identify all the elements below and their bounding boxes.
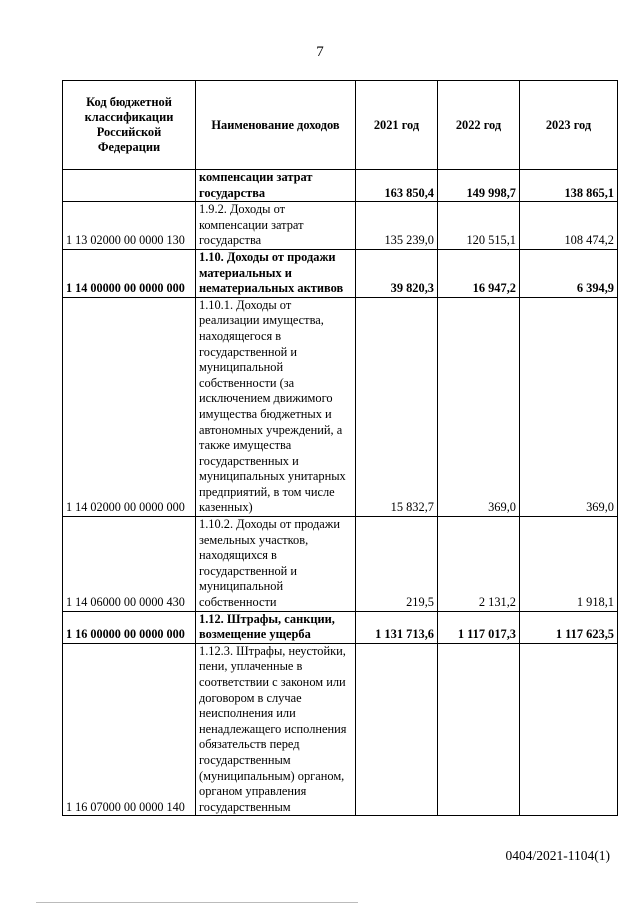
table-row — [63, 643, 618, 816]
table-row — [63, 297, 618, 516]
table-row — [63, 202, 618, 250]
page-number: 7 — [316, 44, 324, 60]
row-name: компенсации затрат государства — [196, 170, 356, 202]
table-header-row — [63, 81, 618, 170]
row-value-2023: 108 474,2 — [520, 202, 618, 250]
row-value-2022: 149 998,7 — [438, 170, 520, 202]
row-code: 1 14 00000 00 0000 000 — [63, 249, 196, 297]
row-value-2023: 1 117 623,5 — [520, 611, 618, 643]
row-value-2022: 2 131,2 — [438, 517, 520, 612]
row-code — [63, 170, 196, 202]
row-code: 1 16 07000 00 0000 140 — [63, 643, 196, 816]
row-value-2022: 369,0 — [438, 297, 520, 516]
row-value-2021: 39 820,3 — [356, 249, 438, 297]
revenue-table — [62, 80, 618, 816]
row-value-2021: 163 850,4 — [356, 170, 438, 202]
row-value-2022 — [438, 643, 520, 816]
row-value-2021: 135 239,0 — [356, 202, 438, 250]
header-2021: 2021 год — [356, 81, 438, 170]
row-name: 1.10.1. Доходы от реализации имущества, находящегося в государственной и муниципальной собственности (за исключением движимого имущества бюджетных и автономных учреждений, а также имущества государственных и муниципальных унитарных предприятий, в том числе казенных) — [196, 297, 356, 516]
table-row — [63, 249, 618, 297]
row-value-2021: 219,5 — [356, 517, 438, 612]
row-name: 1.12. Штрафы, санкции, возмещение ущерба — [196, 611, 356, 643]
row-value-2023: 369,0 — [520, 297, 618, 516]
header-2023: 2023 год — [520, 81, 618, 170]
row-name: 1.9.2. Доходы от компенсации затрат государства — [196, 202, 356, 250]
row-code: 1 14 02000 00 0000 000 — [63, 297, 196, 516]
table-row — [63, 611, 618, 643]
row-name: 1.10.2. Доходы от продажи земельных участков, находящихся в государственной и муниципальной собственности — [196, 517, 356, 612]
row-name: 1.12.3. Штрафы, неустойки, пени, уплаченные в соответствии с законом или договором в случае неисполнения или ненадлежащего исполнения обязательств перед государственным (муниципальным) органом, органом управления государственным — [196, 643, 356, 816]
table-row — [63, 170, 618, 202]
row-value-2023: 1 918,1 — [520, 517, 618, 612]
row-name: 1.10. Доходы от продажи материальных и нематериальных активов — [196, 249, 356, 297]
row-value-2021: 1 131 713,6 — [356, 611, 438, 643]
table-row — [63, 517, 618, 612]
row-value-2021 — [356, 643, 438, 816]
row-code: 1 13 02000 00 0000 130 — [63, 202, 196, 250]
row-value-2022: 120 515,1 — [438, 202, 520, 250]
row-value-2023: 138 865,1 — [520, 170, 618, 202]
row-value-2021: 15 832,7 — [356, 297, 438, 516]
row-value-2023: 6 394,9 — [520, 249, 618, 297]
row-value-2022: 16 947,2 — [438, 249, 520, 297]
row-value-2022: 1 117 017,3 — [438, 611, 520, 643]
header-name: Наименование доходов — [196, 81, 356, 170]
row-value-2023 — [520, 643, 618, 816]
header-2022: 2022 год — [438, 81, 520, 170]
scan-edge-line — [36, 902, 358, 903]
header-code: Код бюджетной классификации Российской Федерации — [63, 81, 196, 170]
row-code: 1 14 06000 00 0000 430 — [63, 517, 196, 612]
document-number: 0404/2021-1104(1) — [505, 848, 610, 863]
row-code: 1 16 00000 00 0000 000 — [63, 611, 196, 643]
